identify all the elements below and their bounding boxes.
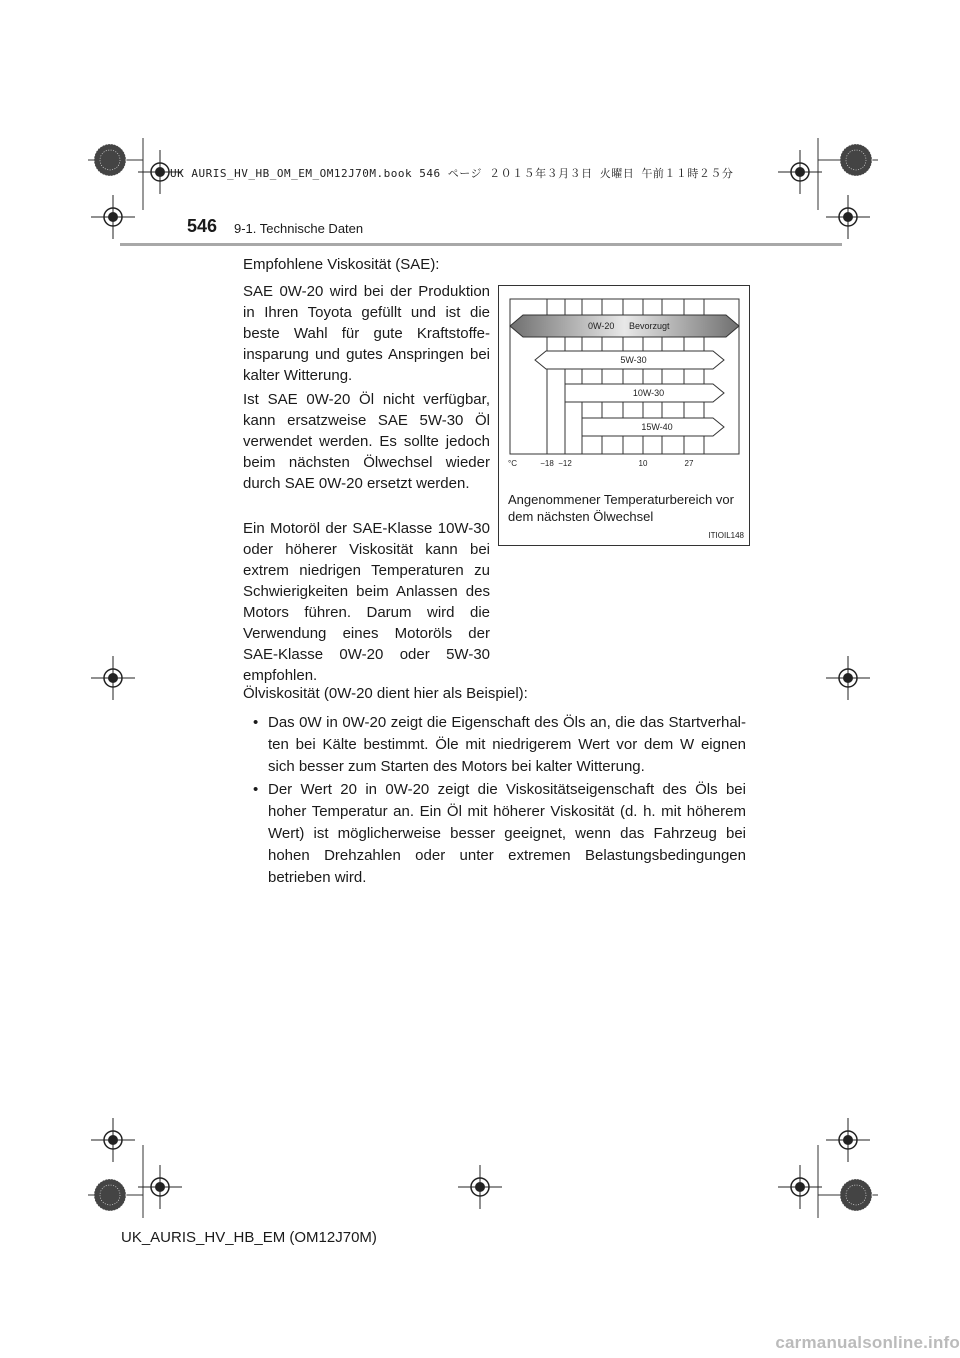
grade-label: 10W-30 xyxy=(632,388,665,398)
bullet-text: Der Wert 20 in 0W-20 zeigt die Viskositätseigenschaft des Öls bei hoher Temperatur an. Ein Öl mit höherer Viskosität (d. h. mit höherem Wert) ist möglicherweise besser geeignet, wenn das Fahrzeug bei hohen Drehzahlen oder unter extremen Belastungsbedingungen betrieben wird. xyxy=(268,781,746,886)
watermark: carmanualsonline.info xyxy=(775,1333,960,1352)
grade-label: 5W-30 xyxy=(620,355,647,365)
viscosity-intro: Ölviskosität (0W-20 dient hier als Beispiel): xyxy=(243,685,528,702)
grade-bar-0w-20 xyxy=(510,315,739,337)
figure-id: ITIOIL148 xyxy=(708,531,744,540)
file-stamp: UK AURIS_HV_HB_OM_EM_OM12J70M.book 546 ページ ２０１５年３月３日 火曜日 午前１１時２５分 xyxy=(170,167,734,180)
tick-label: −12 xyxy=(558,459,572,468)
bullet-marker: • xyxy=(253,781,259,798)
viscosity-temperature-figure xyxy=(498,285,750,546)
subheading: Empfohlene Viskosität (SAE): xyxy=(243,256,440,273)
paragraph-substitute-oil: Ist SAE 0W-20 Öl nicht verfügbar, kann ersatzweise SAE 5W-30 Öl verwendet werden. Es sollte jedoch beim nächsten Ölwechsel wieder durch SAE 0W-20 ersetzt werden. xyxy=(243,391,490,492)
preferred-label: Bevorzugt xyxy=(629,321,670,331)
paragraph-high-viscosity-warning: Ein Motoröl der SAE-Klasse 10W-30 oder höherer Viskosität kann bei extrem niedrigen Temperaturen zu Schwierigkeiten beim Anlassen des Motors führen. Darum wird die Verwendung eines Motoröls der SAE-Klasse 0W-20 oder 5W-30 empfohlen. xyxy=(243,520,490,684)
page-number: 546 xyxy=(187,216,218,236)
grade-label: 0W-20 xyxy=(588,321,615,331)
figure-caption: Angenommener Temperaturbereich vor dem nächsten Ölwechsel xyxy=(508,492,734,524)
grade-label: 15W-40 xyxy=(641,422,673,432)
header-rule xyxy=(120,243,842,246)
bullet-marker: • xyxy=(253,714,259,731)
footer-manual-code: UK_AURIS_HV_HB_EM (OM12J70M) xyxy=(121,1229,377,1246)
unit-label: °C xyxy=(508,459,517,468)
bullet-high-temperature xyxy=(253,779,746,889)
tick-label: −18 xyxy=(540,459,554,468)
paragraph-production-oil: SAE 0W-20 wird bei der Produktion in Ihren Toyota gefüllt und ist die beste Wahl für gute Kraftstoffeinsparung und gutes Anspringen bei kalter Witterung. xyxy=(243,283,490,384)
section-title: 9-1. Technische Daten xyxy=(234,221,364,236)
tick-label: 10 xyxy=(638,459,648,468)
bullet-cold-start xyxy=(253,712,746,778)
tick-label: 27 xyxy=(684,459,694,468)
bullet-text: Das 0W in 0W-20 zeigt die Eigenschaft des Öls an, die das Startverhalten bei Kälte bestimmt. Öle mit niedrigerem Wert vor dem W eignen sich besser zum Starten des Motors bei kalter Witterung. xyxy=(268,714,746,775)
